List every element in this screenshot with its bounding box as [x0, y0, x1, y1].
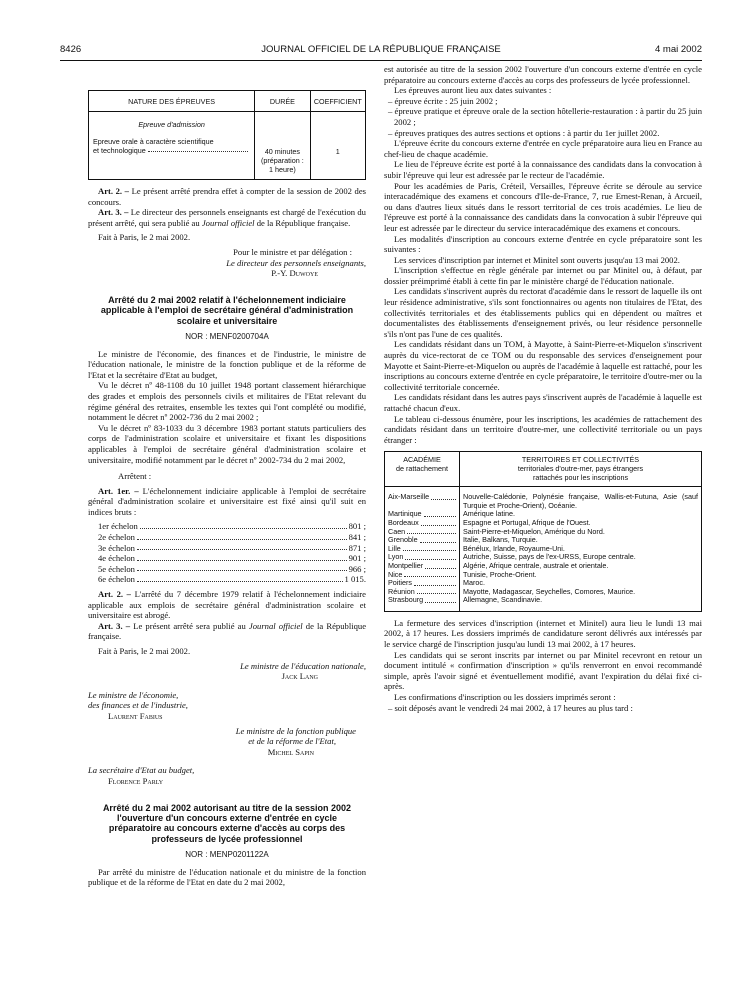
header-rule [60, 60, 702, 61]
r-p6: Les modalités d'inscription au concours externe d'entrée en cycle préparatoire sont les suivantes : [384, 233, 702, 255]
journal-title: JOURNAL OFFICIEL DE LA RÉPUBLIQUE FRANÇAISE [261, 44, 501, 55]
a1-directeur: Le directeur des personnels enseignants, [226, 257, 366, 268]
echelon-row [98, 532, 366, 543]
echelon-label: 3e échelon [98, 542, 135, 553]
r-list-1: – épreuve écrite : 25 juin 2002 ; [388, 95, 498, 106]
echelon-value: 1 015. [344, 574, 366, 585]
a1-fait: Fait à Paris, le 2 mai 2002. [98, 232, 191, 243]
exam-duration-3: 1 heure) [269, 165, 296, 174]
a2-article-1: Art. 1er. – L'échelonnement indiciaire applicable à l'emploi de secrétaire général d'administration scolaire et universitaire est fixé ainsi qu'il suit en indices bruts : [88, 485, 366, 517]
academie-name: Bordeaux [388, 517, 419, 527]
academie-name: Lille [388, 543, 401, 553]
a1-article-3: Art. 3. – Le directeur des personnels enseignants est chargé de l'exécution du présent arrêté, qui sera publié au Journal officiel de la République française. [88, 207, 366, 228]
territoires-cell: Espagne et Portugal, Afrique de l'Ouest. [463, 517, 591, 527]
exam-section-label: Epreuve d'admission [138, 120, 205, 129]
exam-table-header-coefficient: COEFFICIENT [310, 91, 365, 112]
sig2-role-1: Le ministre de l'économie, [88, 689, 179, 700]
a2-article-2: Art. 2. – L'arrêté du 7 décembre 1979 relatif à l'échelonnement indiciaire applicable aux emplois de secrétaire général d'administration scolaire et universitaire est abrogé. [88, 589, 366, 621]
exam-row-label-1: Epreuve orale à caractère scientifique [93, 137, 214, 146]
a1-signature: P.-Y. Duwoye [271, 268, 318, 279]
echelon-label: 4e échelon [98, 553, 135, 564]
territoires-cell: Italie, Balkans, Turquie. [463, 535, 538, 545]
sig1-name: Jack Lang [281, 671, 318, 682]
echelon-label: 1er échelon [98, 521, 138, 532]
table-row [385, 596, 702, 611]
a2-nor: NOR : MENF0200704A [185, 331, 269, 341]
echelon-row [98, 564, 366, 575]
r-p5: Pour les académies de Paris, Créteil, Versailles, l'épreuve écrite se déroule au service interacadémique des examens et concours d'Ile-de-France, 7, rue Ernest-Renan, à Arcueil, ou dans d'autres lieux situés dans le ressort territorial de ces trois académies. Le lieu de l'épreuve est porté à la connaissance des candidats dans la convocation à subir l'épreuve qui leur est adressée par le directeur du service interacadémique des examens et concours. [384, 180, 702, 233]
echelon-value: 966 ; [348, 563, 366, 574]
academie-name: Strasbourg [388, 595, 424, 605]
exam-duration-2: (préparation : [261, 156, 304, 165]
territoires-cell: Maroc. [463, 578, 485, 588]
academie-table-header-2: TERRITOIRES ET COLLECTIVITÉS territoriales d'outre-mer, pays étrangers rattachés pour les inscriptions [460, 452, 702, 487]
a1-pour: Pour le ministre et par délégation : [233, 246, 352, 257]
territoires-cell: Saint-Pierre-et-Miquelon, Amérique du Nord. [463, 526, 605, 536]
territoires-cell: Autriche, Suisse, pays de l'ex-URSS, Europe centrale. [463, 552, 636, 562]
exam-row-label-2: et technologique [93, 146, 146, 155]
sig2-role-2: des finances et de l'industrie, [88, 700, 188, 711]
r-p4: Le lieu de l'épreuve écrite est porté à la connaissance des candidats dans la convocation à subir l'épreuve qui leur est adressée par le recteur de l'académie. [384, 159, 702, 180]
table-row [385, 528, 702, 537]
a3-p1: Par arrêté du ministre de l'éducation nationale et du ministre de la fonction publique et de la réforme de l'Etat en date du 2 mai 2002, [88, 866, 366, 888]
echelon-value: 901 ; [348, 553, 366, 564]
r-p1: est autorisée au titre de la session 2002 l'ouverture d'un concours externe d'entrée en cycle préparatoire au concours externe d'accès au corps des professeurs de lycée professionnel. [384, 64, 702, 85]
issue-date: 4 mai 2002 [654, 44, 702, 55]
r-list-2: – épreuve pratique et épreuve orale de la section hôtellerie-restauration : à partir du 25 juin 2002 ; [388, 106, 702, 127]
academie-name: Grenoble [388, 535, 418, 545]
territoires-cell: Amérique latine. [463, 509, 515, 519]
territoires-cell: Bénélux, Irlande, Royaume-Uni. [463, 543, 565, 553]
right-column [384, 64, 702, 713]
r-p3: L'épreuve écrite du concours externe d'entrée en cycle préparatoire aura lieu en France au chef-lieu de chaque académie. [384, 138, 702, 159]
r-p12: Le tableau ci-dessous énumère, pour les inscriptions, les académies de rattachement des candidats résidant dans un territoire d'outre-mer, une collectivité territoriale ou un pays étranger : [384, 413, 702, 445]
sig3-name: Michel Sapin [267, 746, 314, 757]
a2-preamble: Le ministre de l'économie, des finances et de l'industrie, le ministre de l'éducation nationale, le ministre de la fonction publique et de la réforme de l'Etat et la secrétaire d'Etat au budget, [88, 348, 366, 380]
territoires-cell: Mayotte, Madagascar, Seychelles, Comores, Maurice. [463, 586, 636, 596]
page-header [60, 44, 702, 58]
academie-table [384, 451, 702, 612]
academie-name: Poitiers [388, 578, 412, 588]
echelon-list [88, 521, 366, 585]
a2-article-3: Art. 3. – Le présent arrêté sera publié au Journal officiel de la République française. [88, 620, 367, 642]
r-p13: La fermeture des services d'inscription (internet et Minitel) aura lieu le lundi 13 mai 2002, à 17 heures. Les dossiers imprimés de candidature seront délivrés aux intéressés par le service chargé de l'inscription jusqu'au lundi 13 mai 2002, à 17 heures. [384, 617, 702, 650]
exam-table-header-nature: NATURE DES ÉPREUVES [89, 91, 255, 112]
exam-table [88, 90, 366, 180]
echelon-value: 841 ; [348, 532, 366, 543]
left-column [88, 64, 366, 888]
a2-vu-2: Vu le décret nº 83-1033 du 3 décembre 1983 portant statuts particuliers des corps de l'administration scolaire et universitaire et fixant les dispositions applicables à l'emploi de secrétaire général d'administration scolaire et universitaire, modifié notamment par le décret nº 2002-734 du 2 mai 2002, [88, 422, 366, 465]
echelon-row [98, 574, 366, 585]
exam-coefficient: 1 [310, 112, 365, 180]
sig2-name: Laurent Fabius [108, 710, 163, 721]
academie-name: Aix-Marseille [388, 492, 430, 502]
a1-article-2: Art. 2. – Le présent arrêté prendra effet à compter de la session de 2002 des concours. [88, 186, 366, 207]
a2-vu-1: Vu le décret nº 48-1108 du 10 juillet 1948 portant classement hiérarchique des grades et emplois des personnels civils et militaires de l'Etat relevant du régime général des retraites, ensemble les textes qui l'ont complété ou modifié, notamment le décret nº 2002-736 du 2 mai 2002 ; [88, 380, 366, 423]
exam-table-header-duree: DURÉE [255, 91, 310, 112]
territoires-cell: Algérie, Afrique centrale, australe et orientale. [463, 560, 609, 570]
territoires-cell: Allemagne, Scandinavie. [463, 595, 543, 605]
echelon-value: 801 ; [348, 521, 366, 532]
page-number: 8426 [60, 44, 82, 55]
sig3-role-2: et de la réforme de l'Etat, [248, 736, 336, 747]
a2-arretent: Arrêtent : [118, 471, 152, 482]
echelon-row [98, 521, 366, 532]
r-p8: L'inscription s'effectue en règle générale par internet ou par Minitel ou, à défaut, par dossier préimprimé établi à cette fin par le ministère chargé de l'éducation nationale. [384, 265, 702, 286]
r-p10: Les candidats résidant dans un TOM, à Mayotte, à Saint-Pierre-et-Miquelon s'inscrivent auprès du vice-rectorat de ce TOM ou du responsable des services d'enseignement pour Mayotte et Saint-Pierre-et-Miquelon ou auprès de l'académie à laquelle est rattaché, pour les inscriptions au concours externe d'entrée en cycle préparatoire, le territoire d'outre-mer ou la collectivité territoriale concernée. [384, 339, 702, 392]
sig3-role-1: Le ministre de la fonction publique [235, 725, 356, 736]
echelon-label: 6e échelon [98, 574, 135, 585]
exam-duration-1: 40 minutes [264, 147, 300, 156]
echelon-row [98, 553, 366, 564]
academie-name: Réunion [388, 586, 415, 596]
table-row [385, 588, 702, 597]
echelon-row [98, 543, 366, 554]
table-row [385, 487, 702, 511]
echelon-label: 2e échelon [98, 532, 135, 543]
r-list-4: – soit déposés avant le vendredi 24 mai 2002, à 17 heures au plus tard : [388, 702, 633, 713]
echelon-value: 871 ; [348, 542, 366, 553]
academie-name: Montpellier [388, 560, 424, 570]
r-p7: Les services d'inscription par internet et Minitel sont ouverts jusqu'au 13 mai 2002. [394, 254, 680, 265]
a3-nor: NOR : MENP0201122A [185, 850, 269, 860]
sig4-name: Florence Parly [108, 775, 164, 786]
r-p15: Les confirmations d'inscription ou les dossiers imprimés seront : [394, 692, 616, 703]
r-p14: Les candidats qui se seront inscrits par internet ou par Minitel recevront en retour un document intitulé « confirmation d'inscription » qu'ils renverront en envoi recommandé simple, après l'avoir signé et éventuellement modifié, avant l'expiration du délai fixé ci-après. [384, 649, 702, 692]
a3-title: Arrêté du 2 mai 2002 autorisant au titre de la session 2002 l'ouverture d'un concours externe d'entrée en cycle préparatoire au concours externe d'accès au corps des professeurs de lycée professionnel [102, 802, 352, 844]
r-p11: Les candidats résidant dans les autres pays s'inscrivent auprès de l'académie à laquelle est rattaché chacun d'eux. [384, 392, 702, 413]
academie-name: Caen [388, 526, 406, 536]
territoires-cell: Nouvelle-Calédonie, Polynésie française, Wallis-et-Futuna, Asie (sauf Turquie et Proche-Orient), Océanie. [463, 492, 698, 510]
table-row [385, 562, 702, 571]
r-p9: Les candidats s'inscrivent auprès du rectorat d'académie dans le ressort de laquelle ils ont leur résidence administrative, s'ils sont fonctionnaires ou agents non titulaires de l'Etat, des collectivités territoriales et des établissements publics qui en dépendent ou maîtres et documentalistes des établissements d'enseignement privés, ou leur résidence personnelle s'ils n'ont pas l'une de ces qualités. [384, 286, 702, 339]
r-p2: Les épreuves auront lieu aux dates suivantes : [394, 85, 552, 96]
territoires-cell: Tunisie, Proche-Orient. [463, 569, 537, 579]
r-list-3: – épreuves pratiques des autres sections et options : à partir du 1er juillet 2002. [388, 127, 660, 138]
a2-fait: Fait à Paris, le 2 mai 2002. [98, 646, 191, 656]
sig1-role: Le ministre de l'éducation nationale, [240, 660, 366, 671]
sig4-role: La secrétaire d'Etat au budget, [88, 765, 195, 776]
academie-name: Martinique [388, 509, 422, 519]
academie-name: Lyon [388, 552, 404, 562]
academie-name: Nice [388, 569, 403, 579]
echelon-label: 5e échelon [98, 563, 135, 574]
table-row [385, 571, 702, 580]
a2-title: Arrêté du 2 mai 2002 relatif à l'échelonnement indiciaire applicable à l'emploi de secrétaire général d'administration scolaire et universitaire [100, 294, 354, 326]
academie-table-header-1: ACADÉMIE de rattachement [385, 452, 460, 487]
